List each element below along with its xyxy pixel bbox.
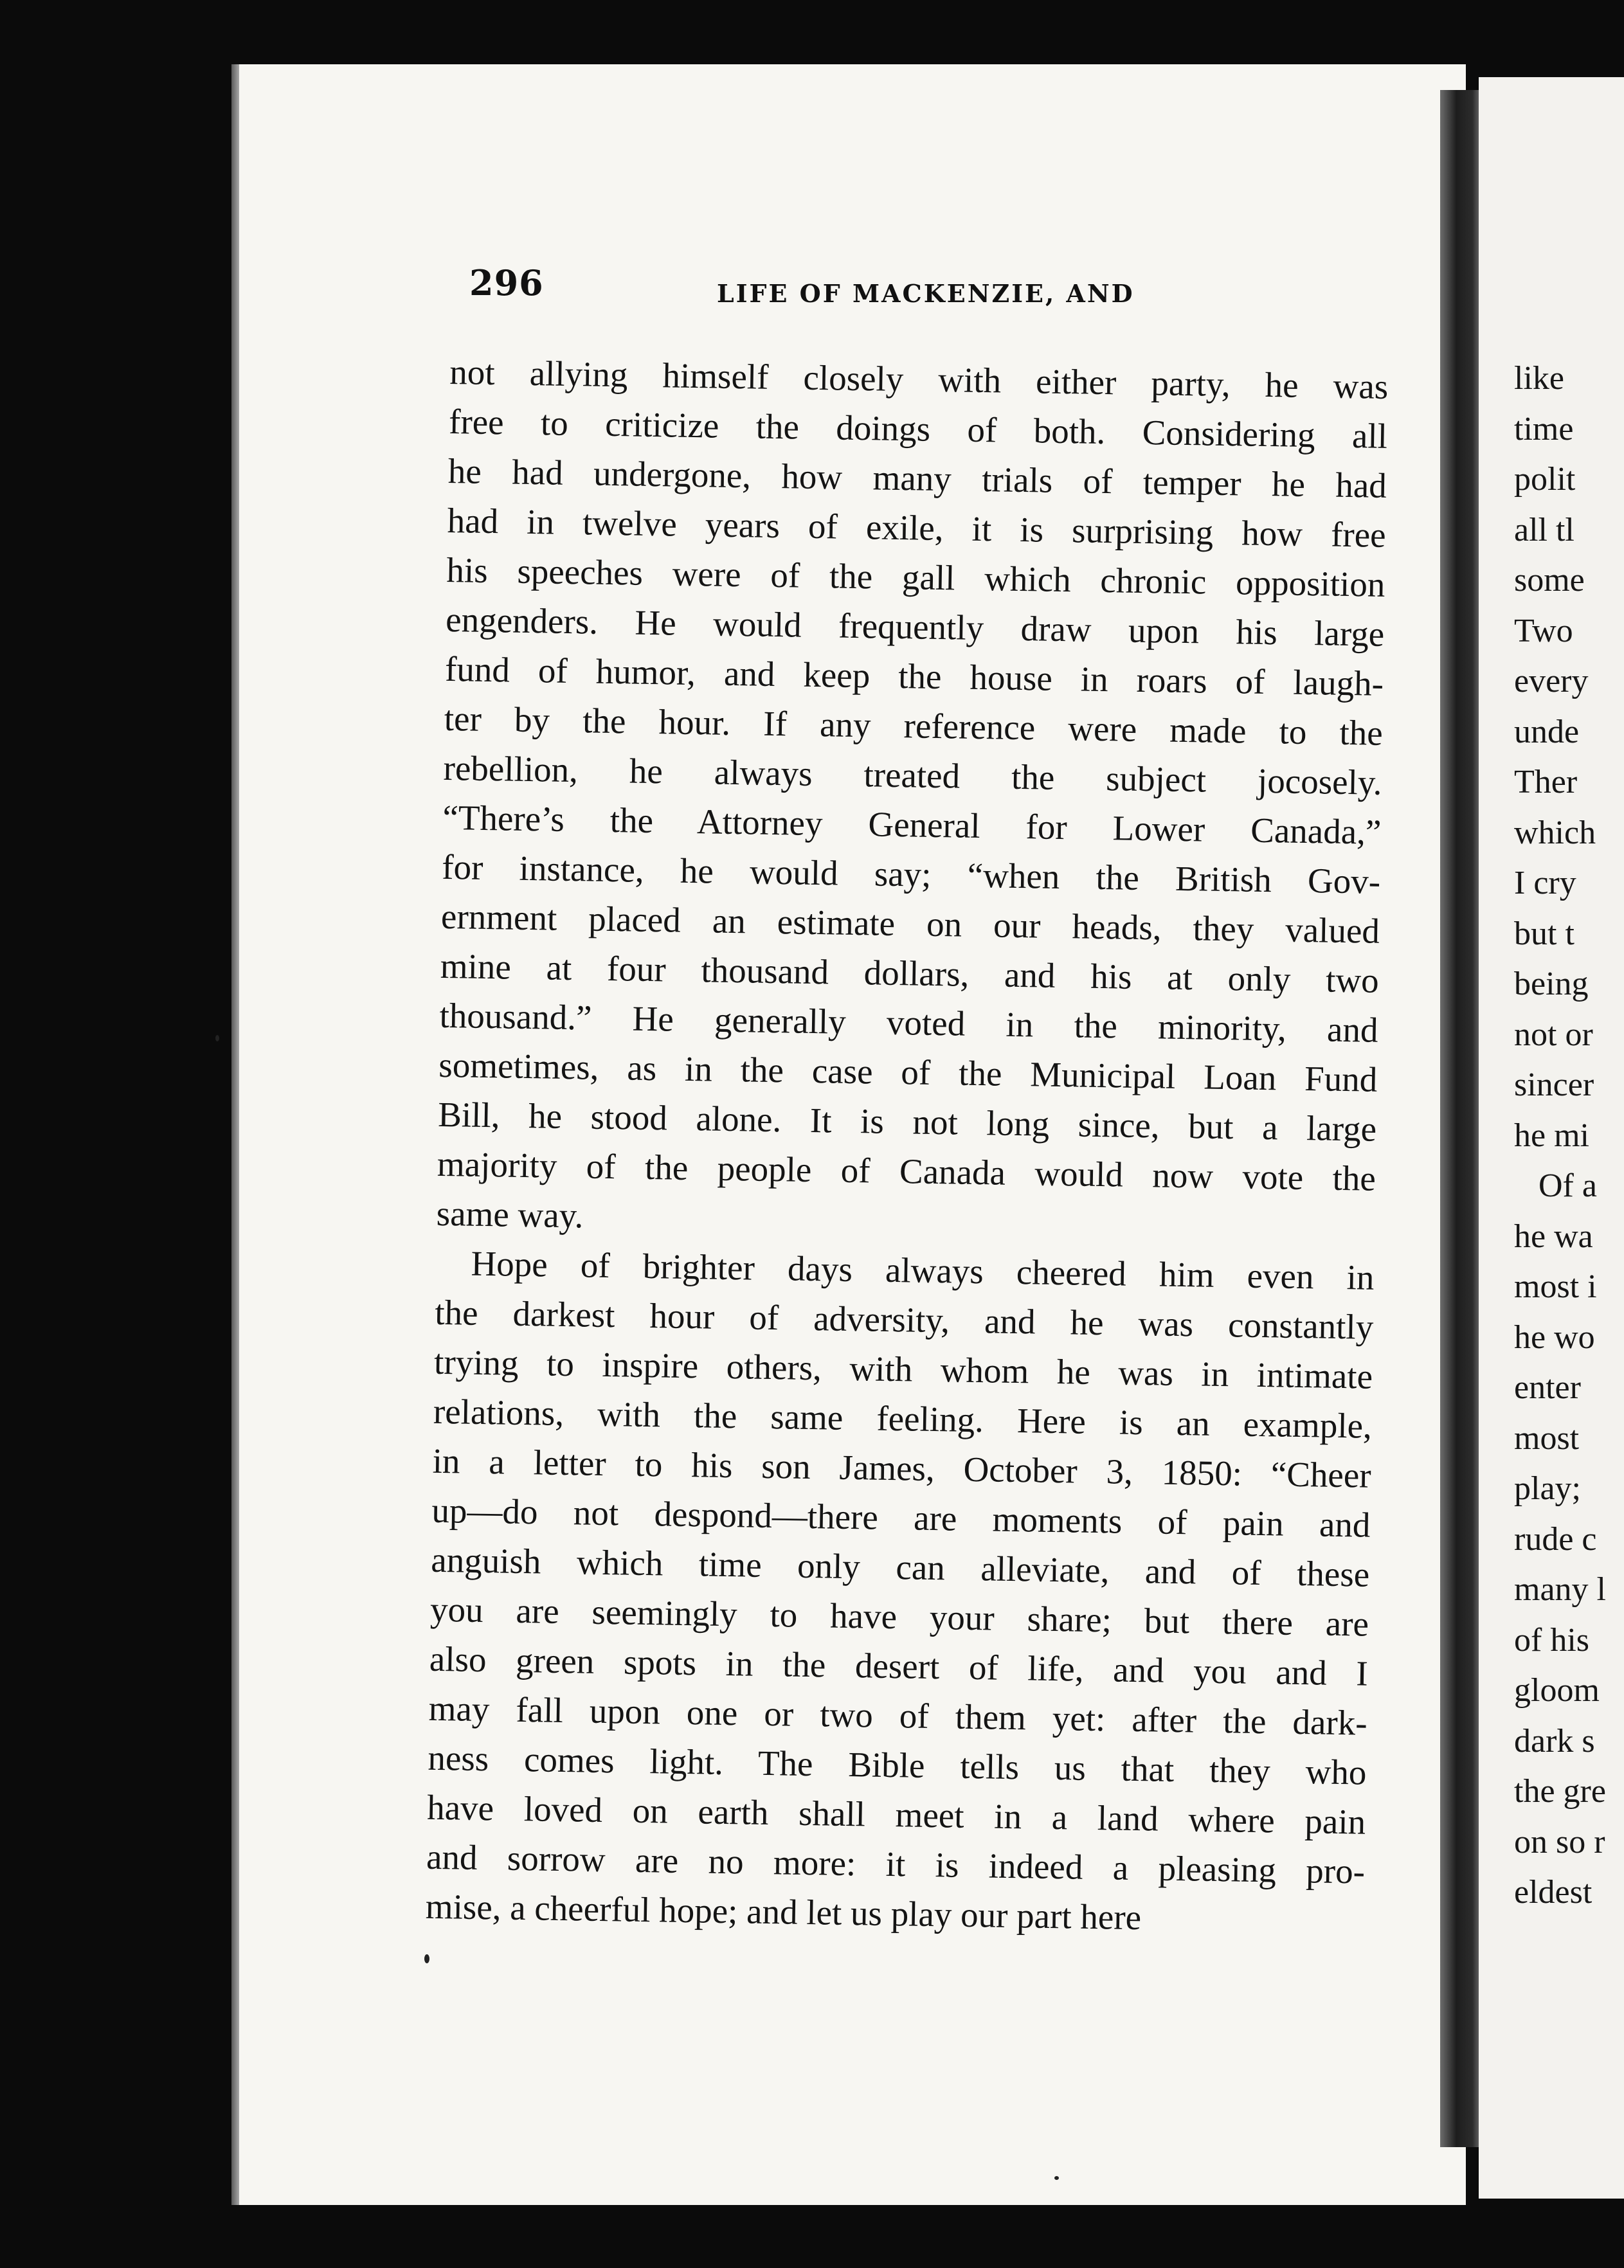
text-line: free to criticize the doings of both. Considering all — [448, 401, 1388, 456]
facing-text-line: polit — [1514, 461, 1576, 498]
facing-text-line: most — [1514, 1419, 1580, 1457]
text-line: “There’s the Attorney General for Lower Canada,” — [442, 797, 1382, 852]
facing-text-line: sincer — [1514, 1066, 1594, 1103]
text-line: thousand.” He generally voted in the minority, and — [439, 995, 1378, 1050]
text-line: have loved on earth shall meet in a land where pain — [426, 1787, 1366, 1842]
facing-text-line: unde — [1514, 713, 1580, 750]
facing-text-line: but t — [1514, 915, 1574, 952]
facing-text-line: some — [1514, 562, 1585, 598]
text-line: in a letter to his son James, October 3, 1850: “Cheer — [432, 1441, 1372, 1495]
text-line: for instance, he would say; “when the British Gov- — [441, 847, 1381, 901]
text-line: fund of humor, and keep the house in roars of laugh- — [444, 649, 1384, 703]
facing-text-line: which — [1514, 814, 1596, 851]
facing-text-line: on so r — [1514, 1823, 1605, 1860]
text-line: and sorrow are no more: it is indeed a pleasing pro- — [426, 1837, 1366, 1891]
text-line: mine at four thousand dollars, and his at only two — [440, 946, 1380, 1000]
facing-text-line: Two — [1514, 612, 1573, 649]
facing-text-line: rude c — [1514, 1520, 1597, 1558]
facing-page — [1479, 77, 1624, 2199]
facing-text-line: many l — [1514, 1571, 1606, 1608]
facing-text-line: I cry — [1514, 865, 1576, 901]
text-line: may fall upon one or two of them yet: after the dark- — [428, 1688, 1368, 1743]
text-line: not allying himself closely with either party, he was — [449, 352, 1389, 406]
facing-text-line: he wa — [1514, 1218, 1593, 1255]
facing-text-line: all tl — [1514, 511, 1574, 548]
facing-text-line: being — [1514, 966, 1589, 1002]
facing-text-line: not or — [1514, 1016, 1593, 1053]
facing-text-line: eldest — [1514, 1874, 1592, 1911]
text-line: the darkest hour of adversity, and he was constantly — [434, 1292, 1374, 1347]
facing-text-line: he wo — [1514, 1318, 1595, 1356]
page-header — [469, 262, 1369, 320]
text-line: same way. — [436, 1193, 584, 1236]
text-line: mise, a cheerful hope; and let us play our part here — [425, 1886, 1142, 1938]
text-line: sometimes, as in the case of the Municipal Loan Fund — [438, 1045, 1378, 1099]
facing-text-line: enter — [1514, 1369, 1581, 1406]
text-line: his speeches were of the gall which chronic opposition — [446, 550, 1385, 604]
facing-text-line: every — [1514, 663, 1589, 699]
running-head: LIFE OF MACKENZIE, AND — [717, 279, 1135, 308]
facing-text-line: Ther — [1514, 764, 1578, 800]
facing-text-line: time — [1514, 410, 1574, 447]
text-line: anguish which time only can alleviate, and of these — [430, 1540, 1370, 1594]
scan-speck — [1054, 2176, 1059, 2180]
text-line: he had undergone, how many trials of temper he had — [447, 451, 1387, 505]
facing-page-text — [1514, 354, 1624, 1918]
text-line: ter by the hour. If any reference were made to the — [444, 698, 1384, 753]
facing-text-line: of his — [1514, 1621, 1589, 1659]
facing-text-line: gloom — [1514, 1672, 1600, 1709]
facing-text-line: dark s — [1514, 1722, 1595, 1760]
text-line: had in twelve years of exile, it is surprising how free — [447, 500, 1387, 555]
facing-text-line: most i — [1514, 1268, 1597, 1305]
text-line: engenders. He would frequently draw upon his large — [445, 599, 1385, 654]
text-line: up—do not despond—there are moments of pain and — [431, 1490, 1371, 1545]
text-line: rebellion, he always treated the subject jocosely. — [443, 748, 1383, 802]
text-line: you are seemingly to have your share; but there are — [429, 1589, 1369, 1644]
scan-speck — [215, 1035, 219, 1041]
text-line: also green spots in the desert of life, and you and I — [429, 1639, 1369, 1693]
text-line: ness comes light. The Bible tells us that they who — [428, 1738, 1367, 1792]
page-number: 296 — [469, 262, 544, 303]
body-text — [425, 347, 1389, 1946]
facing-text-line: he mi — [1514, 1117, 1589, 1154]
text-line: ernment placed an estimate on our heads, they valued — [440, 896, 1380, 951]
facing-text-line: play; — [1514, 1470, 1581, 1507]
facing-text-line: like — [1514, 360, 1564, 397]
text-line: relations, with the same feeling. Here is an example, — [433, 1391, 1373, 1446]
facing-text-line: Of a — [1538, 1167, 1597, 1204]
text-line: Hope of brighter days always cheered him even in — [471, 1243, 1375, 1297]
text-line: Bill, he stood alone. It is not long since, but a large — [437, 1094, 1377, 1149]
text-line: trying to inspire others, with whom he was in intimate — [433, 1342, 1373, 1396]
text-line: majority of the people of Canada would now vote the — [437, 1144, 1376, 1198]
facing-text-line: the gre — [1514, 1773, 1606, 1810]
scan-speck — [424, 1954, 429, 1963]
